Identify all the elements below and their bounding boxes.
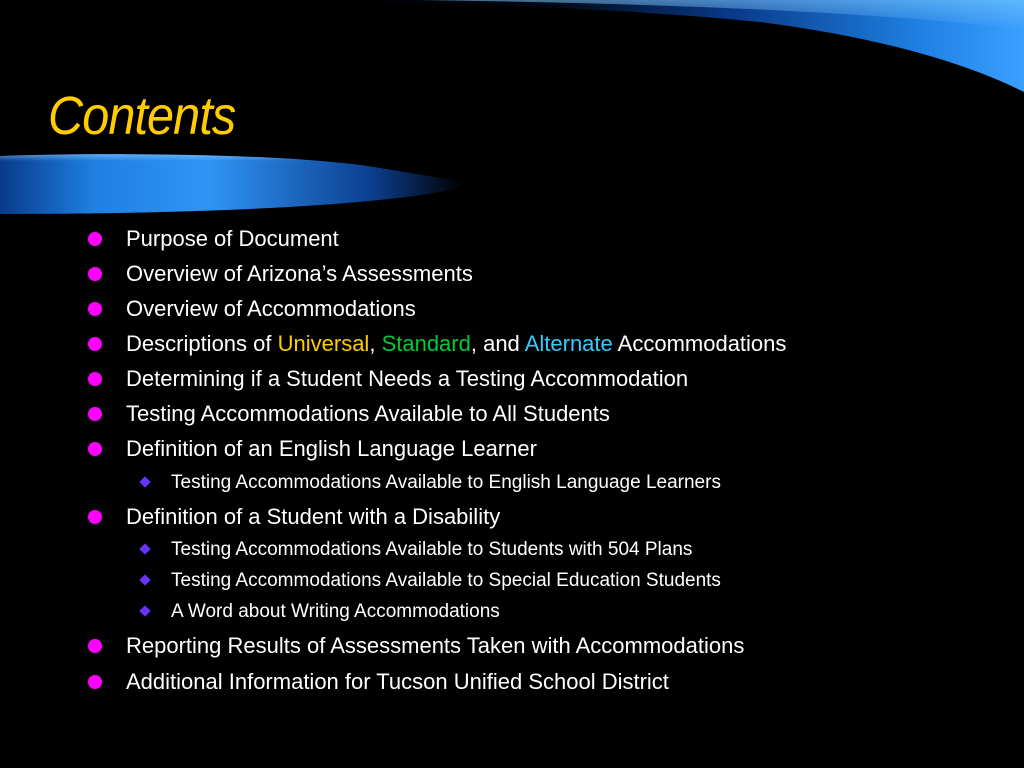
text-part: Accommodations (612, 331, 787, 356)
sub-list-item-text: Testing Accommodations Available to Special Education Students (171, 570, 721, 591)
list-item-text: Determining if a Student Needs a Testing Accommodation (126, 366, 689, 391)
bullet-icon (88, 675, 102, 689)
list-item-text (126, 331, 786, 357)
list-item-text: Additional Information for Tucson Unified School District (126, 669, 669, 694)
text-part: , and (470, 331, 525, 356)
bullet-icon (88, 267, 102, 281)
bullet-icon (88, 442, 102, 456)
bullet-icon (88, 302, 102, 316)
sub-list-item-text: Testing Accommodations Available to Students with 504 Plans (171, 539, 693, 560)
text-part: Descriptions of (126, 331, 278, 356)
list-item-text: Reporting Results of Assessments Taken with Accommodations (126, 633, 745, 658)
list-item-text: Definition of a Student with a Disability (126, 504, 501, 529)
list-item-text: Testing Accommodations Available to All Students (126, 401, 610, 426)
bullet-icon (88, 639, 102, 653)
list-item-text: Overview of Arizona’s Assessments (126, 261, 473, 286)
list-item-text: Overview of Accommodations (126, 296, 416, 321)
universal-highlight: Universal (277, 331, 370, 356)
slide-title: Contents (48, 86, 236, 146)
diamond-bullet-icon (139, 605, 150, 616)
text-part: , (369, 331, 382, 356)
bullet-icon (88, 232, 102, 246)
bullet-icon (88, 510, 102, 524)
diamond-bullet-icon (139, 476, 150, 487)
sub-list-item-text: A Word about Writing Accommodations (171, 601, 500, 622)
sub-list-item-text: Testing Accommodations Available to English Language Learners (171, 472, 721, 493)
bullet-icon (88, 372, 102, 386)
title-swoosh-decoration (0, 150, 470, 220)
list-item-text: Definition of an English Language Learner (126, 436, 537, 461)
bullet-icon (88, 337, 102, 351)
diamond-bullet-icon (139, 543, 150, 554)
standard-highlight: Standard (381, 331, 471, 356)
alternate-highlight: Alternate (524, 331, 613, 356)
list-item-text: Purpose of Document (126, 226, 339, 251)
bullet-icon (88, 407, 102, 421)
diamond-bullet-icon (139, 574, 150, 585)
